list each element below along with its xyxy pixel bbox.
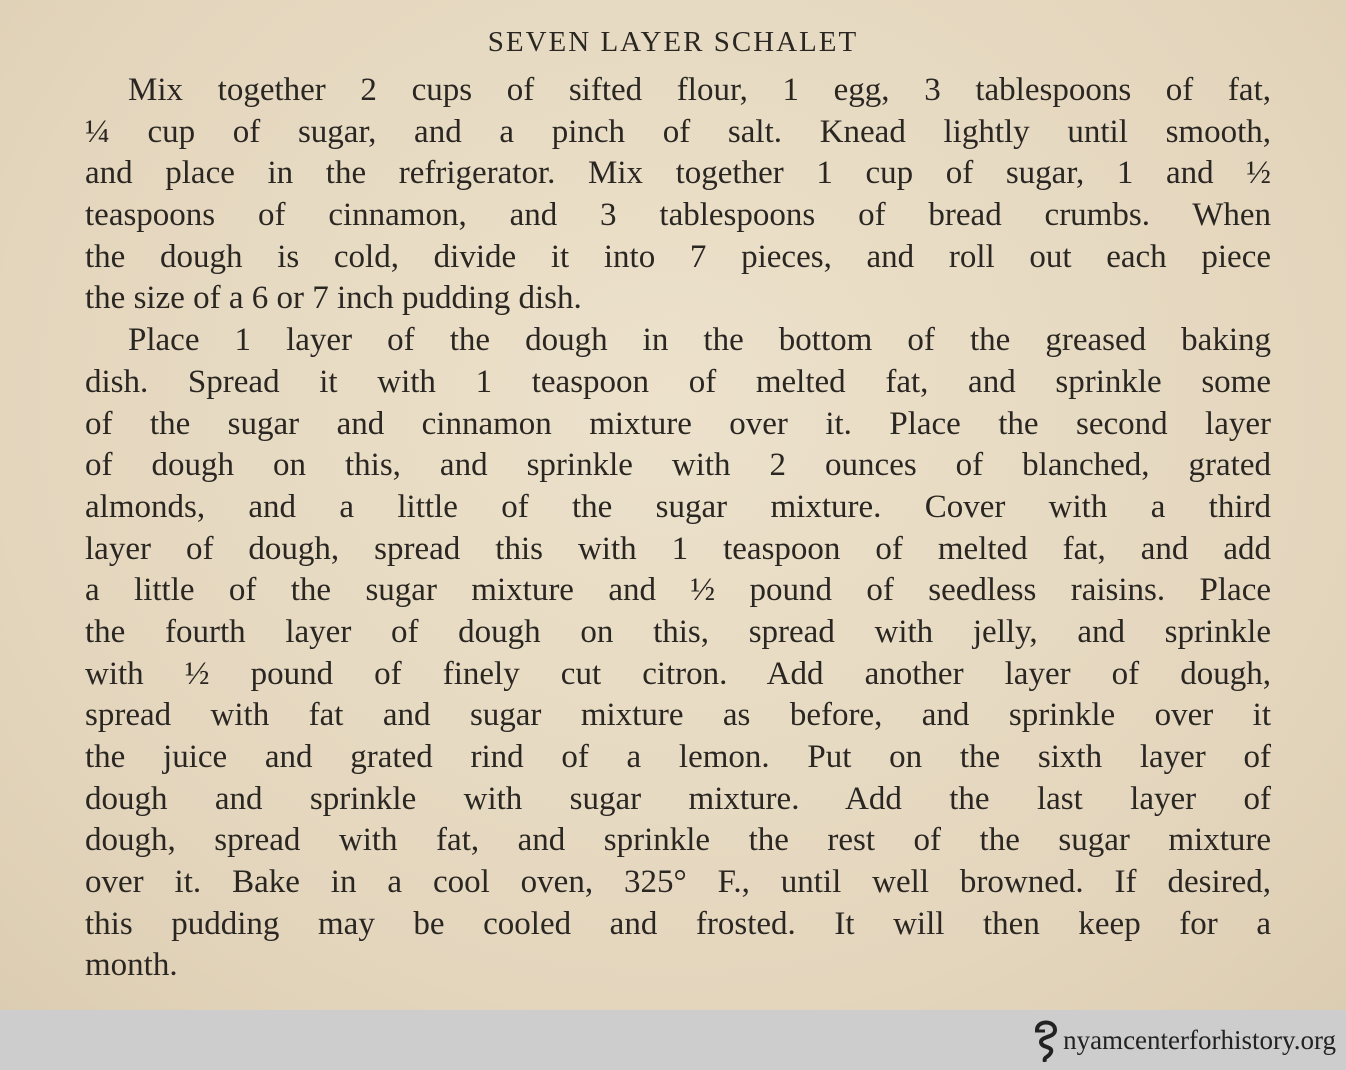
text-line: of dough on this, and sprinkle with 2 ounces of blanched, grated bbox=[85, 447, 1271, 484]
recipe-body bbox=[85, 70, 1271, 987]
text-line: ¼ cup of sugar, and a pinch of salt. Knead lightly until smooth, bbox=[85, 113, 1271, 150]
serpent-staff-icon bbox=[1033, 1018, 1059, 1062]
text-line: a little of the sugar mixture and ½ pound of seedless raisins. Place bbox=[85, 572, 1271, 609]
text-line: month. bbox=[85, 947, 178, 984]
text-line: with ½ pound of finely cut citron. Add another layer of dough, bbox=[85, 655, 1271, 692]
text-line: the fourth layer of dough on this, spread with jelly, and sprinkle bbox=[85, 613, 1271, 650]
recipe-title: SEVEN LAYER SCHALET bbox=[487, 26, 859, 58]
text-line: dough and sprinkle with sugar mixture. Add the last layer of bbox=[85, 780, 1271, 817]
site-url: nyamcenterforhistory.org bbox=[1063, 1024, 1336, 1055]
text-line: of the sugar and cinnamon mixture over it. Place the second layer bbox=[85, 405, 1271, 442]
text-line: Mix together 2 cups of sifted flour, 1 egg, 3 tablespoons of fat, bbox=[128, 72, 1271, 108]
text-line: the size of a 6 or 7 inch pudding dish. bbox=[85, 280, 582, 317]
text-line: dough, spread with fat, and sprinkle the rest of the sugar mixture bbox=[85, 822, 1271, 859]
text-line: spread with fat and sugar mixture as before, and sprinkle over it bbox=[85, 697, 1271, 734]
text-line: teaspoons of cinnamon, and 3 tablespoons of bread crumbs. When bbox=[85, 197, 1271, 234]
text-line: over it. Bake in a cool oven, 325° F., until well browned. If desired, bbox=[85, 864, 1271, 901]
text-line: dish. Spread it with 1 teaspoon of melted fat, and sprinkle some bbox=[85, 363, 1271, 400]
text-line: Place 1 layer of the dough in the bottom of the greased baking bbox=[128, 322, 1271, 359]
text-line: almonds, and a little of the sugar mixture. Cover with a third bbox=[85, 488, 1271, 525]
text-line: the dough is cold, divide it into 7 pieces, and roll out each piece bbox=[85, 238, 1271, 275]
brand-link[interactable] bbox=[1033, 1018, 1336, 1062]
text-line: this pudding may be cooled and frosted. It will then keep for a bbox=[85, 905, 1271, 942]
footer-bar bbox=[0, 1010, 1346, 1070]
text-line: layer of dough, spread this with 1 teaspoon of melted fat, and add bbox=[85, 530, 1271, 567]
text-line: and place in the refrigerator. Mix together 1 cup of sugar, 1 and ½ bbox=[85, 155, 1271, 192]
text-line: the juice and grated rind of a lemon. Put on the sixth layer of bbox=[85, 739, 1271, 775]
